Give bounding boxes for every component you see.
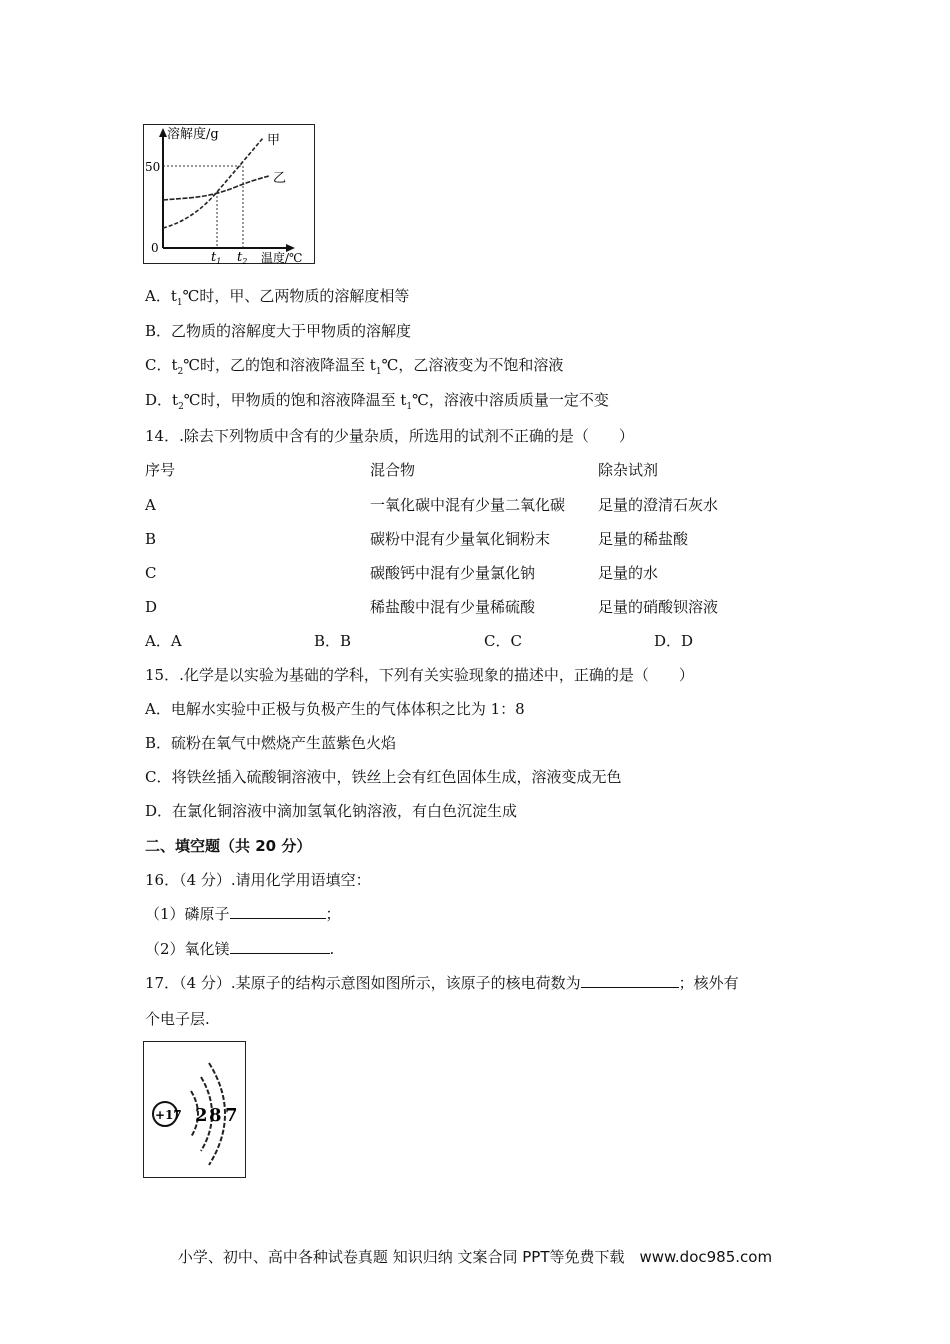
electrons-shell-2: 8 — [209, 1105, 222, 1126]
q15-option-c: C．将铁丝插入硫酸铜溶液中，铁丝上会有红色固体生成，溶液变成无色 — [145, 768, 622, 786]
origin-label: 0 — [151, 241, 159, 255]
q14-header-reagent: 除杂试剂 — [598, 461, 659, 479]
q15-option-d: D．在氯化铜溶液中滴加氢氧化钠溶液，有白色沉淀生成 — [145, 802, 518, 820]
q14-row-b-mixture: 碳粉中混有少量氧化铜粉末 — [370, 530, 551, 548]
q14-choice-c: C．C — [484, 632, 522, 650]
x-axis-label: 温度/℃ — [261, 251, 303, 264]
q14-row-a-reagent: 足量的澄清石灰水 — [598, 496, 719, 514]
q14-row-c-reagent: 足量的水 — [598, 564, 659, 582]
solubility-graph — [143, 124, 315, 264]
q14-row-c-mixture: 碳酸钙中混有少量氯化钠 — [370, 564, 536, 582]
q14-row-d-reagent: 足量的硝酸钡溶液 — [598, 598, 719, 616]
q14-row-b-no: B — [145, 530, 157, 548]
atom-structure-diagram — [143, 1041, 246, 1178]
q13-option-a: A．$t_1℃$时，甲、乙两物质的溶解度相等 — [145, 287, 410, 308]
q15-option-a: A．电解水实验中正极与负极产生的气体体积之比为 1：8 — [145, 700, 525, 718]
electrons-shell-1: 2 — [195, 1105, 208, 1126]
section-2-title: 二、填空题（共 20 分） — [145, 837, 312, 855]
q14-row-a-mixture: 一氧化碳中混有少量二氧化碳 — [370, 496, 566, 514]
q14-choice-a: A．A — [145, 632, 182, 650]
q14-choice-d: D．D — [654, 632, 694, 650]
q17-blank[interactable] — [581, 973, 679, 988]
y-axis-label: 溶解度/g — [167, 127, 219, 142]
q13-option-c: C．$t_2℃$时，乙的饱和溶液降温至 $t_1℃$，乙溶液变为不饱和溶液 — [145, 356, 564, 377]
q15-option-b: B．硫粉在氧气中燃烧产生蓝紫色火焰 — [145, 734, 397, 752]
q17-stem: 17．（4 分）.某原子的结构示意图如图所示，该原子的核电荷数为 ；核外有 — [145, 974, 739, 992]
q14-header-no: 序号 — [145, 461, 176, 479]
electrons-shell-3: 7 — [225, 1105, 238, 1126]
q14-row-d-no: D — [145, 598, 158, 616]
q14-row-a-no: A — [145, 496, 156, 514]
q16-blank-2[interactable] — [230, 939, 330, 954]
page-footer: 小学、初中、高中各种试卷真题 知识归纳 文案合同 PPT等免费下载 www.doc985.com — [177, 1248, 773, 1266]
q14-row-c-no: C — [145, 564, 157, 582]
nucleus-charge: +17 — [155, 1108, 182, 1122]
q14-row-d-mixture: 稀盐酸中混有少量稀硫酸 — [370, 598, 536, 616]
curve-jia-label: 甲 — [267, 133, 281, 148]
q15-stem: 15．.化学是以实验为基础的学科，下列有关实验现象的描述中，正确的是（ ） — [145, 666, 694, 684]
q13-option-b: B．乙物质的溶解度大于甲物质的溶解度 — [145, 322, 412, 340]
q14-header-mixture: 混合物 — [370, 461, 416, 479]
q14-row-b-reagent: 足量的稀盐酸 — [598, 530, 689, 548]
y-tick-50: 50 — [145, 160, 161, 174]
q13-option-d: D．$t_2℃$时，甲物质的饱和溶液降温至 $t_1℃$，溶液中溶质质量一定不变 — [145, 391, 609, 412]
curve-yi-label: 乙 — [273, 171, 287, 186]
q16-blank-1[interactable] — [230, 904, 326, 919]
q14-choice-b: B．B — [314, 632, 352, 650]
q17-line-2: 个电子层. — [145, 1010, 210, 1028]
t2-label: $t_2$ — [237, 250, 248, 264]
q16-part-1: （1）磷原子 ； — [145, 905, 341, 923]
q16-stem: 16．（4 分）.请用化学用语填空： — [145, 871, 371, 889]
t1-label: $t_1$ — [211, 250, 222, 264]
q14-stem: 14．.除去下列物质中含有的少量杂质，所选用的试剂不正确的是（ ） — [145, 427, 634, 445]
q16-part-2: （2）氧化镁 . — [145, 940, 335, 958]
